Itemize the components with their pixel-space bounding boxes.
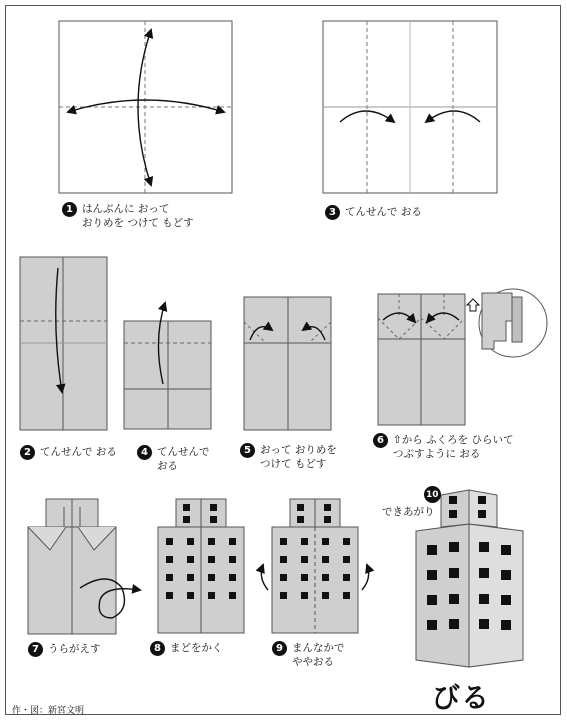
step-7-caption: [28, 642, 101, 657]
window: [301, 592, 308, 599]
step-3-line1: てんせんで おる: [345, 206, 422, 218]
step-8-line1: まどをかく: [170, 642, 223, 654]
step-number-4: 4: [137, 445, 152, 460]
step-number-9: 9: [272, 641, 287, 656]
top-window: [210, 504, 217, 511]
window: [322, 538, 329, 545]
step5-diagram: [244, 297, 331, 430]
window: [229, 592, 236, 599]
step-number-6: 6: [373, 433, 388, 448]
window: [280, 556, 287, 563]
window: [208, 592, 215, 599]
step-7-line1: うらがえす: [48, 643, 101, 655]
top-window: [297, 516, 304, 523]
window: [301, 556, 308, 563]
window: [166, 592, 173, 599]
step7-diagram: [28, 499, 140, 634]
step-number-2: 2: [20, 445, 35, 460]
step-5-line2: つけて もどす: [260, 458, 327, 470]
step4-diagram: [124, 303, 211, 429]
window: [449, 568, 459, 578]
step-5-line1: おって おりめを: [260, 444, 337, 456]
window: [449, 542, 459, 552]
window: [343, 556, 350, 563]
window: [427, 620, 437, 630]
window: [501, 595, 511, 605]
window: [343, 592, 350, 599]
step-number-10: 10: [424, 486, 441, 503]
step-9-line1: まんなかで: [292, 642, 345, 654]
step-8-caption: [150, 641, 223, 656]
step3-diagram: [323, 21, 497, 193]
window: [280, 538, 287, 545]
window: [479, 568, 489, 578]
step-4-caption: [137, 445, 210, 473]
step6-diagram: [378, 289, 547, 425]
step8-diagram: [158, 499, 244, 633]
step-1-caption: [62, 202, 194, 230]
window: [427, 570, 437, 580]
window: [343, 574, 350, 581]
window: [187, 574, 194, 581]
step-1-line2: おりめを つけて もどす: [82, 217, 194, 229]
window: [187, 538, 194, 545]
window: [479, 594, 489, 604]
window: [449, 594, 459, 604]
window: [301, 538, 308, 545]
window: [501, 570, 511, 580]
step-2-line1: てんせんで おる: [40, 446, 117, 458]
step-number-7: 7: [28, 642, 43, 657]
top-window: [297, 504, 304, 511]
step-10-caption: [382, 486, 459, 519]
window: [479, 542, 489, 552]
window: [343, 538, 350, 545]
top-window: [324, 516, 331, 523]
window: [501, 545, 511, 555]
window: [208, 574, 215, 581]
window: [449, 619, 459, 629]
window: [229, 538, 236, 545]
window: [208, 556, 215, 563]
step-10-line1: できあがり: [382, 506, 435, 518]
window: [501, 620, 511, 630]
step-6-caption: [373, 433, 513, 461]
window: [166, 538, 173, 545]
step-6-line2: つぶすように おる: [393, 448, 481, 460]
step9-diagram: [261, 499, 368, 633]
step-9-line2: ややおる: [292, 656, 334, 668]
step-number-1: 1: [62, 202, 77, 217]
top-window: [478, 510, 486, 518]
step-6-line1: ⇧から ふくろを ひらいて: [393, 434, 514, 446]
window: [280, 592, 287, 599]
window: [479, 619, 489, 629]
window: [229, 556, 236, 563]
window: [187, 556, 194, 563]
step-number-8: 8: [150, 641, 165, 656]
window: [166, 574, 173, 581]
window: [280, 574, 287, 581]
window: [301, 574, 308, 581]
author-credit: 作・図：新宮文明: [12, 706, 85, 716]
top-window: [210, 516, 217, 523]
step-1-line1: はんぶんに おって: [82, 203, 170, 215]
step-4-line2: おる: [157, 460, 178, 472]
window: [322, 592, 329, 599]
step1-diagram: [59, 21, 232, 193]
step-4-line1: てんせんで: [157, 446, 210, 458]
step-9-caption: [272, 641, 345, 669]
top-window: [183, 516, 190, 523]
window: [229, 574, 236, 581]
window: [208, 538, 215, 545]
step-number-3: 3: [325, 205, 340, 220]
page-title: びる: [432, 681, 491, 714]
window: [427, 545, 437, 555]
step2-diagram: [20, 257, 107, 430]
step-number-5: 5: [240, 443, 255, 458]
top-window: [324, 504, 331, 511]
step-3-caption: [325, 205, 422, 220]
step-2-caption: [20, 445, 117, 460]
window: [166, 556, 173, 563]
top-window: [478, 496, 486, 504]
step-5-caption: [240, 443, 337, 471]
top-window: [183, 504, 190, 511]
window: [187, 592, 194, 599]
up-arrow-icon: [467, 299, 479, 311]
window: [322, 556, 329, 563]
window: [322, 574, 329, 581]
window: [427, 595, 437, 605]
